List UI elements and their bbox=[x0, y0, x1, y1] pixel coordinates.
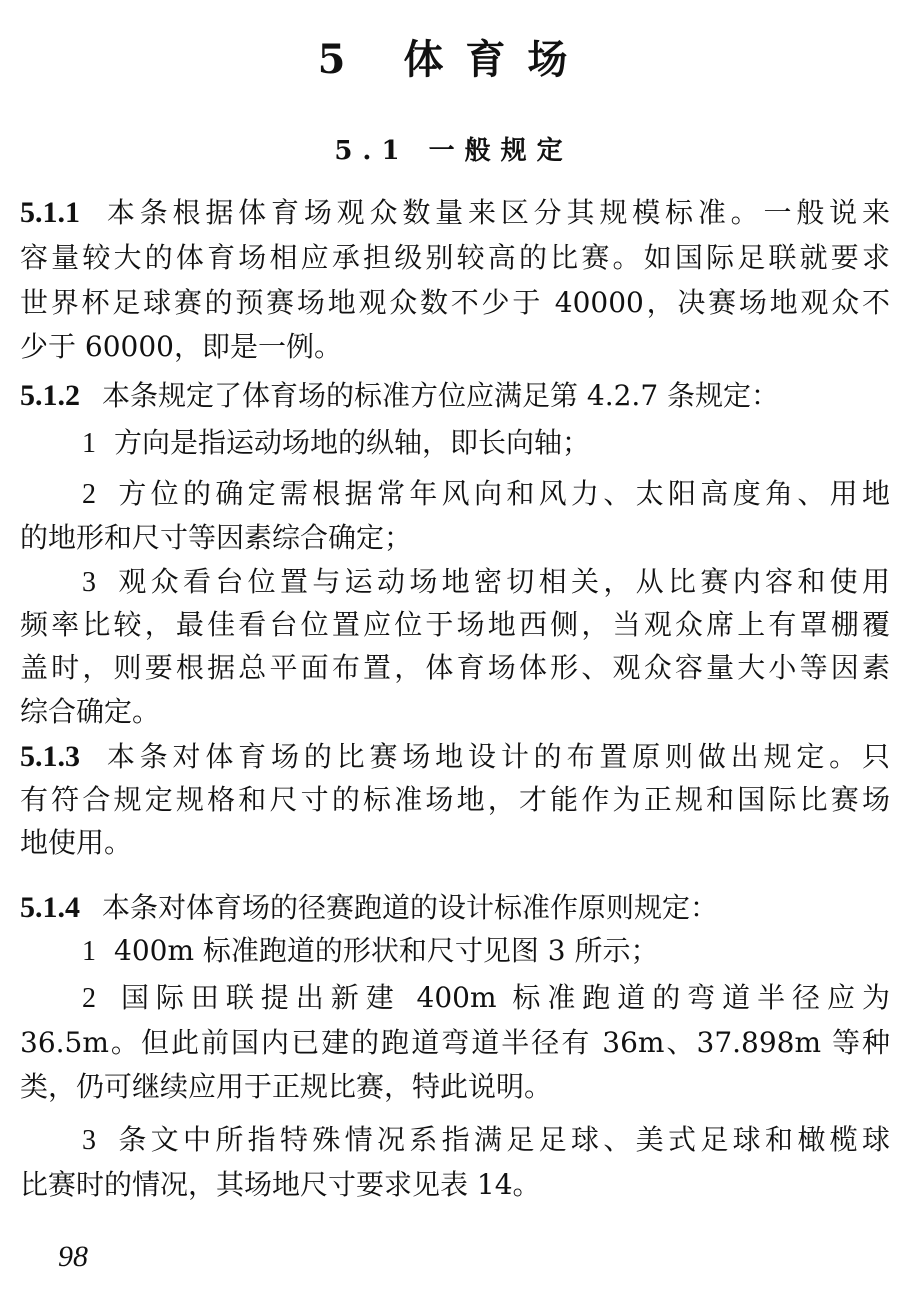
line-text: 方位的确定需根据常年风向和风力、太阳高度角、用地 bbox=[114, 477, 890, 510]
line-text: 400m 标准跑道的形状和尺寸见图 3 所示； bbox=[114, 934, 659, 967]
text-line bbox=[20, 240, 890, 276]
text-line bbox=[82, 980, 890, 1017]
line-text: 方向是指运动场地的纵轴，即长向轴； bbox=[114, 426, 591, 459]
item-number: 1 bbox=[82, 936, 96, 967]
line-text: 本条对体育场的比赛场地设计的布置原则做出规定。只 bbox=[102, 740, 890, 773]
line-text: 容量较大的体育场相应承担级别较高的比赛。如国际足联就要求 bbox=[20, 241, 890, 274]
line-text: 综合确定。 bbox=[20, 695, 161, 728]
line-text: 少于 60000，即是一例。 bbox=[20, 330, 342, 363]
line-text: 的地形和尺寸等因素综合确定； bbox=[20, 521, 413, 554]
text-line bbox=[20, 825, 890, 861]
line-text: 世界杯足球赛的预赛场地观众数不少于 40000，决赛场地观众不 bbox=[20, 286, 890, 319]
clause-number: 5.1.2 bbox=[20, 379, 80, 412]
line-text: 本条规定了体育场的标准方位应满足第 4.2.7 条规定： bbox=[102, 379, 780, 412]
text-line bbox=[20, 607, 890, 643]
item-number: 3 bbox=[82, 1125, 96, 1156]
item-number: 1 bbox=[82, 428, 96, 459]
text-line bbox=[82, 1122, 890, 1159]
text-line bbox=[20, 890, 890, 926]
item-number: 3 bbox=[82, 567, 96, 598]
text-line bbox=[20, 739, 890, 775]
text-line bbox=[20, 1069, 890, 1105]
page-number: 98 bbox=[58, 1240, 88, 1273]
clause-number: 5.1.3 bbox=[20, 740, 80, 773]
text-line bbox=[20, 1167, 890, 1203]
line-text: 比赛时的情况，其场地尺寸要求见表 14。 bbox=[20, 1168, 541, 1201]
section-title: 5.1 一般规定 bbox=[334, 136, 573, 166]
text-line bbox=[82, 476, 890, 513]
item-number: 2 bbox=[82, 983, 96, 1014]
line-text: 国际田联提出新建 400m 标准跑道的弯道半径应为 bbox=[114, 981, 890, 1014]
text-line bbox=[20, 329, 890, 365]
text-line bbox=[20, 782, 890, 818]
clause-number: 5.1.1 bbox=[20, 196, 80, 229]
text-line bbox=[20, 195, 890, 231]
item-number: 2 bbox=[82, 479, 96, 510]
line-text: 本条根据体育场观众数量来区分其规模标准。一般说来 bbox=[102, 196, 890, 229]
text-line bbox=[20, 694, 890, 730]
text-line bbox=[20, 378, 890, 414]
line-text: 地使用。 bbox=[20, 826, 133, 859]
text-line bbox=[20, 1025, 890, 1061]
text-line bbox=[82, 933, 890, 970]
chapter-title: 5 体育场 bbox=[317, 36, 590, 83]
line-text: 类，仍可继续应用于正规比赛，特此说明。 bbox=[20, 1070, 553, 1103]
line-text: 频率比较，最佳看台位置应位于场地西侧，当观众席上有罩棚覆 bbox=[20, 608, 890, 641]
text-line bbox=[82, 564, 890, 601]
text-line bbox=[20, 650, 890, 686]
text-line bbox=[20, 285, 890, 321]
line-text: 本条对体育场的径赛跑道的设计标准作原则规定： bbox=[102, 891, 719, 924]
line-text: 36.5m。但此前国内已建的跑道弯道半径有 36m、37.898m 等种 bbox=[20, 1026, 890, 1059]
line-text: 条文中所指特殊情况系指满足足球、美式足球和橄榄球 bbox=[114, 1123, 890, 1156]
line-text: 盖时，则要根据总平面布置，体育场体形、观众容量大小等因素 bbox=[20, 651, 890, 684]
text-line bbox=[82, 425, 890, 462]
text-line bbox=[20, 520, 890, 556]
line-text: 有符合规定规格和尺寸的标准场地，才能作为正规和国际比赛场 bbox=[20, 783, 890, 816]
clause-number: 5.1.4 bbox=[20, 891, 80, 924]
line-text: 观众看台位置与运动场地密切相关，从比赛内容和使用 bbox=[114, 565, 890, 598]
